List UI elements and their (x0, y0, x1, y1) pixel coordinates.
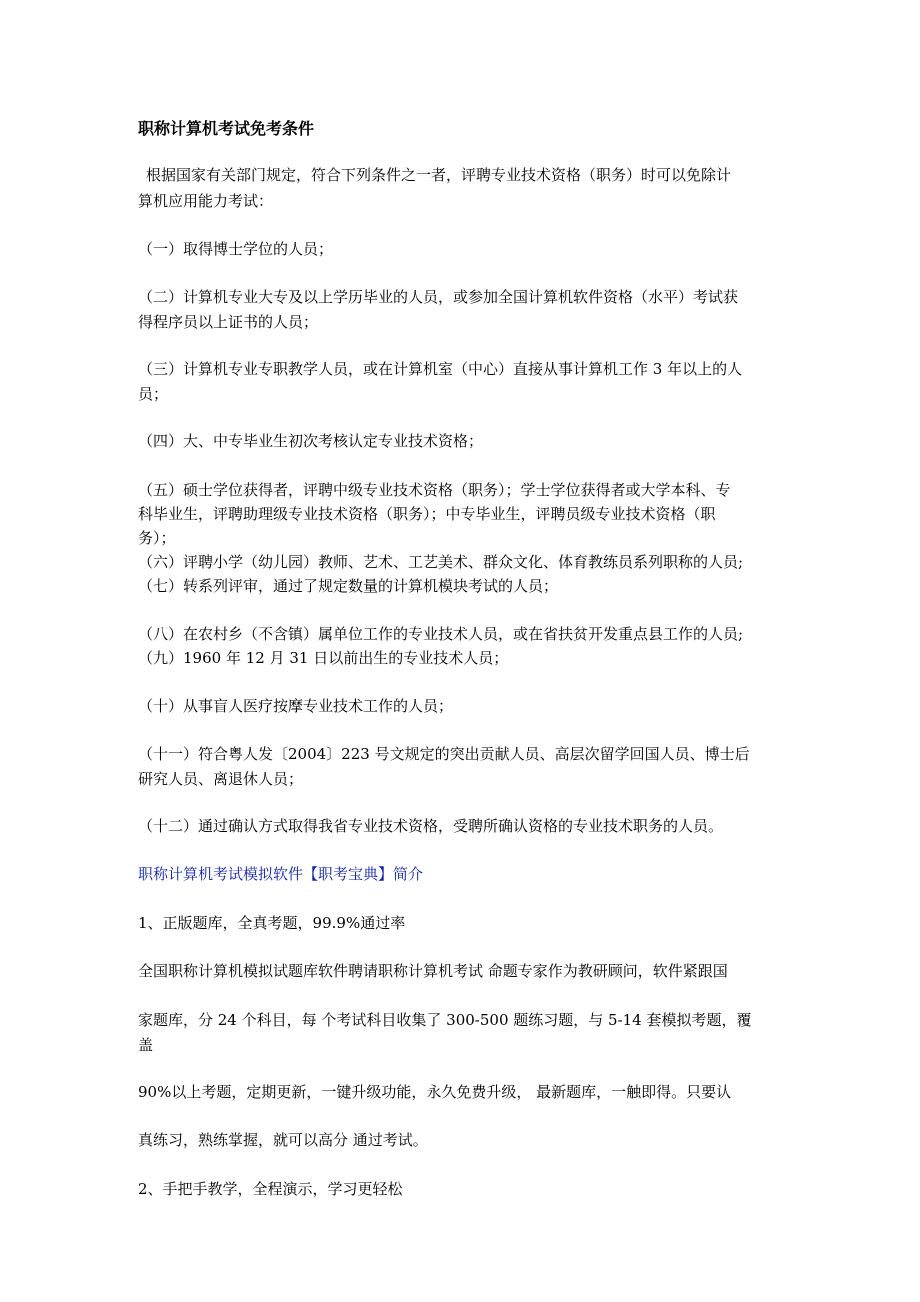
condition-item: （九）1960 年 12 月 31 日以前出生的专业技术人员； (138, 649, 509, 667)
condition-item: （四）大、中专毕业生初次考核认定专业技术资格； (138, 432, 484, 450)
body-paragraph: 真练习，熟练掌握，就可以高分 通过考试。 (138, 1131, 428, 1149)
page-title: 职称计算机考试免考条件 (138, 119, 315, 138)
condition-item: 员； (138, 385, 169, 403)
point-heading: 2、手把手教学，全程演示，学习更轻松 (138, 1180, 403, 1198)
condition-item: （三）计算机专业专职教学人员，或在计算机室（中心）直接从事计算机工作 3 年以上的人 (138, 360, 743, 378)
condition-item: （一）取得博士学位的人员； (138, 240, 334, 258)
condition-item: （十）从事盲人医疗按摩专业技术工作的人员； (138, 697, 454, 715)
condition-item: （六）评聘小学（幼儿园）教师、艺术、工艺美术、群众文化、体育教练员系列职称的人员; (138, 553, 744, 571)
body-paragraph: 盖 (138, 1036, 154, 1054)
condition-item: 研究人员、离退休人员； (138, 770, 304, 788)
condition-item: 得程序员以上证书的人员； (138, 313, 319, 331)
intro-paragraph: 算机应用能力考试： (138, 192, 274, 210)
condition-item: （五）硕士学位获得者，评聘中级专业技术资格（职务）；学士学位获得者或大学本科、专 (138, 481, 731, 499)
condition-item: （七）转系列评审，通过了规定数量的计算机模块考试的人员； (138, 577, 559, 595)
body-paragraph: 全国职称计算机模拟试题库软件聘请职称计算机考试 命题专家作为教研顾问，软件紧跟国 (138, 962, 728, 980)
intro-paragraph: 根据国家有关部门规定，符合下列条件之一者，评聘专业技术资格（职务）时可以免除计 (146, 166, 732, 184)
software-intro-link[interactable]: 职称计算机考试模拟软件【职考宝典】简介 (138, 865, 424, 883)
condition-item: （十一）符合粤人发〔2004〕223 号文规定的突出贡献人员、高层次留学回国人员、博士后 (138, 745, 750, 763)
condition-item: 科毕业生，评聘助理级专业技术资格（职务）；中专毕业生，评聘员级专业技术资格（职 (138, 505, 716, 523)
condition-item: （十二）通过确认方式取得我省专业技术资格，受聘所确认资格的专业技术职务的人员。 (138, 817, 724, 835)
condition-item: 务）； (138, 529, 176, 547)
body-paragraph: 家题库，分 24 个科目，每 个考试科目收集了 300-500 题练习题，与 5-14 套模拟考题，覆 (138, 1011, 752, 1029)
body-paragraph: 90%以上考题，定期更新，一键升级功能，永久免费升级， 最新题库，一触即得。只要认 (138, 1083, 732, 1101)
point-heading: 1、正版题库，全真考题，99.9%通过率 (138, 914, 406, 932)
condition-item: （八）在农村乡（不含镇）属单位工作的专业技术人员，或在省扶贫开发重点县工作的人员; (138, 625, 744, 643)
condition-item: （二）计算机专业大专及以上学历毕业的人员，或参加全国计算机软件资格（水平）考试获 (138, 288, 739, 306)
